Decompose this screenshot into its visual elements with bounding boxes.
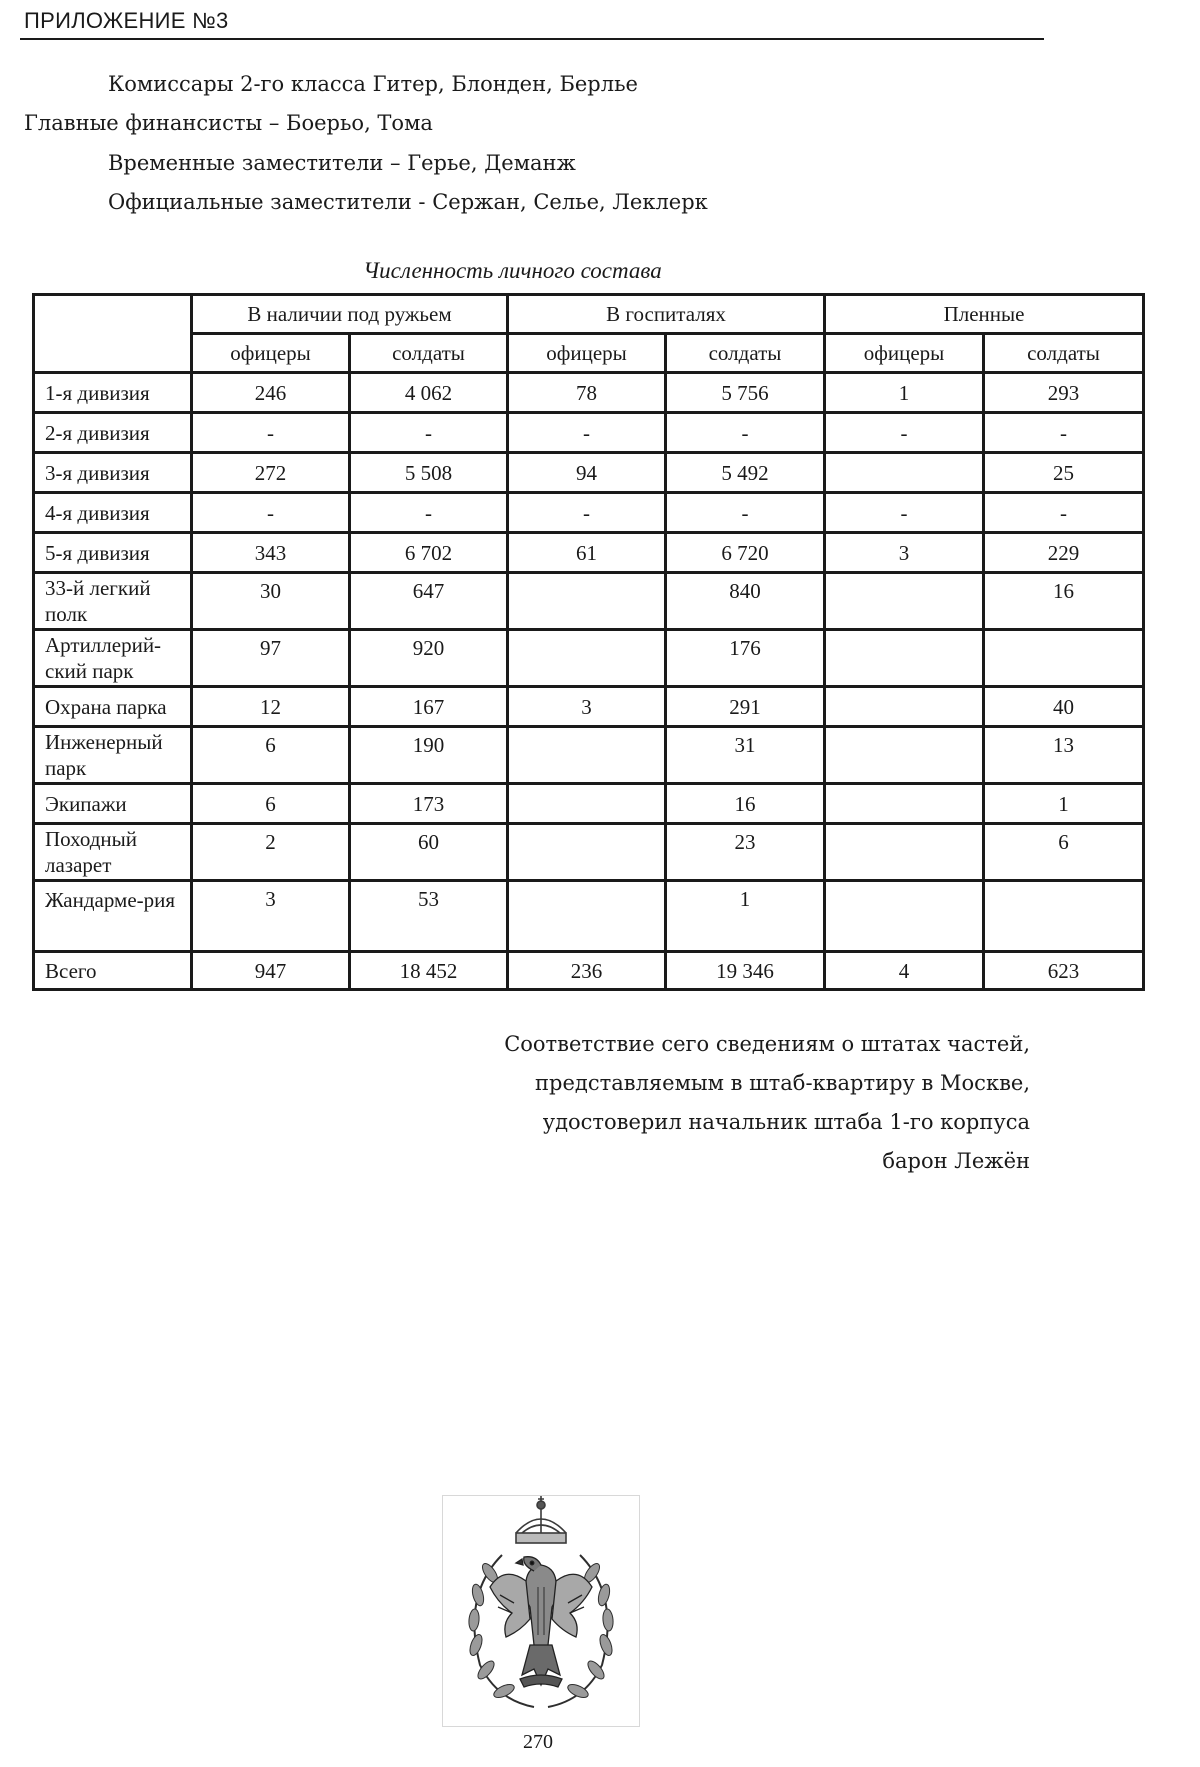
value-cell: 6 720	[666, 533, 825, 573]
intro-line: Комиссары 2-го класса Гитер, Блонден, Берлье	[108, 72, 638, 96]
value-cell: 6 702	[350, 533, 508, 573]
value-cell: 97	[192, 630, 350, 687]
value-cell: 3	[508, 687, 666, 727]
appendix-title: ПРИЛОЖЕНИЕ №3	[24, 8, 229, 33]
value-cell: 60	[350, 824, 508, 881]
unit-name-cell: 3-я дивизия	[34, 453, 192, 493]
total-value-cell: 18 452	[350, 952, 508, 990]
value-cell	[508, 824, 666, 881]
value-cell: 1	[984, 784, 1144, 824]
value-cell	[508, 784, 666, 824]
unit-name-cell: 1-я дивизия	[34, 373, 192, 413]
table-row	[34, 373, 1144, 413]
value-cell: 13	[984, 727, 1144, 784]
value-cell: -	[825, 493, 984, 533]
total-value-cell: 947	[192, 952, 350, 990]
value-cell	[508, 881, 666, 952]
value-cell	[825, 453, 984, 493]
value-cell	[825, 727, 984, 784]
group-header: В госпиталях	[508, 295, 825, 334]
signoff-line: удостоверил начальник штаба 1-го корпуса	[542, 1110, 1030, 1134]
value-cell: 647	[350, 573, 508, 630]
value-cell	[508, 727, 666, 784]
value-cell: 167	[350, 687, 508, 727]
value-cell	[825, 784, 984, 824]
value-cell: 840	[666, 573, 825, 630]
value-cell	[508, 573, 666, 630]
table-row	[34, 413, 1144, 453]
group-header: Пленные	[825, 295, 1144, 334]
table-subheader-row	[34, 334, 1144, 373]
value-cell: -	[666, 493, 825, 533]
value-cell: 30	[192, 573, 350, 630]
value-cell: -	[666, 413, 825, 453]
table-row	[34, 727, 1144, 784]
value-cell	[825, 687, 984, 727]
unit-name-cell: 5-я дивизия	[34, 533, 192, 573]
table-row	[34, 630, 1144, 687]
page-header	[20, 8, 1044, 40]
value-cell	[984, 881, 1144, 952]
value-cell: 23	[666, 824, 825, 881]
subheader-cell: солдаты	[984, 334, 1144, 373]
value-cell: 16	[666, 784, 825, 824]
value-cell: -	[825, 413, 984, 453]
table-row	[34, 453, 1144, 493]
value-cell: 3	[825, 533, 984, 573]
value-cell: 246	[192, 373, 350, 413]
value-cell: 5 756	[666, 373, 825, 413]
value-cell: 2	[192, 824, 350, 881]
value-cell	[984, 630, 1144, 687]
value-cell: -	[350, 493, 508, 533]
value-cell: -	[984, 413, 1144, 453]
value-cell	[825, 573, 984, 630]
value-cell: -	[192, 493, 350, 533]
eagle-icon	[442, 1495, 640, 1727]
total-value-cell: 19 346	[666, 952, 825, 990]
value-cell: -	[508, 493, 666, 533]
value-cell: 40	[984, 687, 1144, 727]
value-cell: 53	[350, 881, 508, 952]
table-row	[34, 824, 1144, 881]
table-row	[34, 493, 1144, 533]
value-cell	[508, 630, 666, 687]
value-cell: -	[984, 493, 1144, 533]
table-row	[34, 573, 1144, 630]
subheader-cell: офицеры	[192, 334, 350, 373]
signoff-line: Соответствие сего сведениям о штатах частей,	[504, 1032, 1030, 1056]
value-cell: 16	[984, 573, 1144, 630]
table-row	[34, 687, 1144, 727]
total-row	[34, 952, 1144, 990]
signoff-line: представляемым в штаб-квартиру в Москве,	[535, 1071, 1030, 1095]
value-cell: 4 062	[350, 373, 508, 413]
value-cell: 343	[192, 533, 350, 573]
value-cell: 6	[984, 824, 1144, 881]
table-group-header-row	[34, 295, 1144, 334]
total-label-cell: Всего	[34, 952, 192, 990]
table-row	[34, 533, 1144, 573]
value-cell: 291	[666, 687, 825, 727]
table-corner-cell	[34, 295, 192, 373]
value-cell: 6	[192, 727, 350, 784]
value-cell: 1	[666, 881, 825, 952]
value-cell: 25	[984, 453, 1144, 493]
value-cell	[825, 881, 984, 952]
value-cell: 94	[508, 453, 666, 493]
intro-line: Временные заместители – Герье, Деманж	[108, 151, 576, 175]
value-cell: -	[192, 413, 350, 453]
unit-name-cell: Экипажи	[34, 784, 192, 824]
table-row	[34, 881, 1144, 952]
imperial-eagle-emblem	[442, 1495, 640, 1727]
unit-name-cell: Инженерный парк	[34, 727, 192, 784]
unit-name-cell: Жандарме-рия	[34, 881, 192, 952]
value-cell: 173	[350, 784, 508, 824]
signoff-block	[504, 1025, 1030, 1181]
value-cell: 3	[192, 881, 350, 952]
value-cell: 5 508	[350, 453, 508, 493]
table-row	[34, 784, 1144, 824]
value-cell	[825, 630, 984, 687]
personnel-table	[32, 293, 1145, 991]
value-cell: 78	[508, 373, 666, 413]
total-value-cell: 236	[508, 952, 666, 990]
value-cell: 61	[508, 533, 666, 573]
subheader-cell: солдаты	[666, 334, 825, 373]
signoff-line: барон Лежён	[882, 1149, 1030, 1173]
value-cell: 31	[666, 727, 825, 784]
total-value-cell: 623	[984, 952, 1144, 990]
group-header: В наличии под ружьем	[192, 295, 508, 334]
value-cell: 12	[192, 687, 350, 727]
subheader-cell: офицеры	[508, 334, 666, 373]
total-value-cell: 4	[825, 952, 984, 990]
intro-line: Официальные заместители - Сержан, Селье, Леклерк	[108, 190, 708, 214]
value-cell: 293	[984, 373, 1144, 413]
intro-line: Главные финансисты – Боерьо, Тома	[24, 111, 433, 135]
unit-name-cell: 33-й легкий полк	[34, 573, 192, 630]
unit-name-cell: 4-я дивизия	[34, 493, 192, 533]
unit-name-cell: Охрана парка	[34, 687, 192, 727]
value-cell: -	[350, 413, 508, 453]
table-caption: Численность личного состава	[363, 258, 662, 283]
unit-name-cell: 2-я дивизия	[34, 413, 192, 453]
value-cell: 5 492	[666, 453, 825, 493]
value-cell: 920	[350, 630, 508, 687]
value-cell: 190	[350, 727, 508, 784]
page-number: 270	[523, 1731, 553, 1753]
value-cell: -	[508, 413, 666, 453]
value-cell: 176	[666, 630, 825, 687]
subheader-cell: офицеры	[825, 334, 984, 373]
value-cell: 272	[192, 453, 350, 493]
unit-name-cell: Артиллерий-ский парк	[34, 630, 192, 687]
unit-name-cell: Походный лазарет	[34, 824, 192, 881]
value-cell: 1	[825, 373, 984, 413]
value-cell: 229	[984, 533, 1144, 573]
subheader-cell: солдаты	[350, 334, 508, 373]
value-cell	[825, 824, 984, 881]
value-cell: 6	[192, 784, 350, 824]
